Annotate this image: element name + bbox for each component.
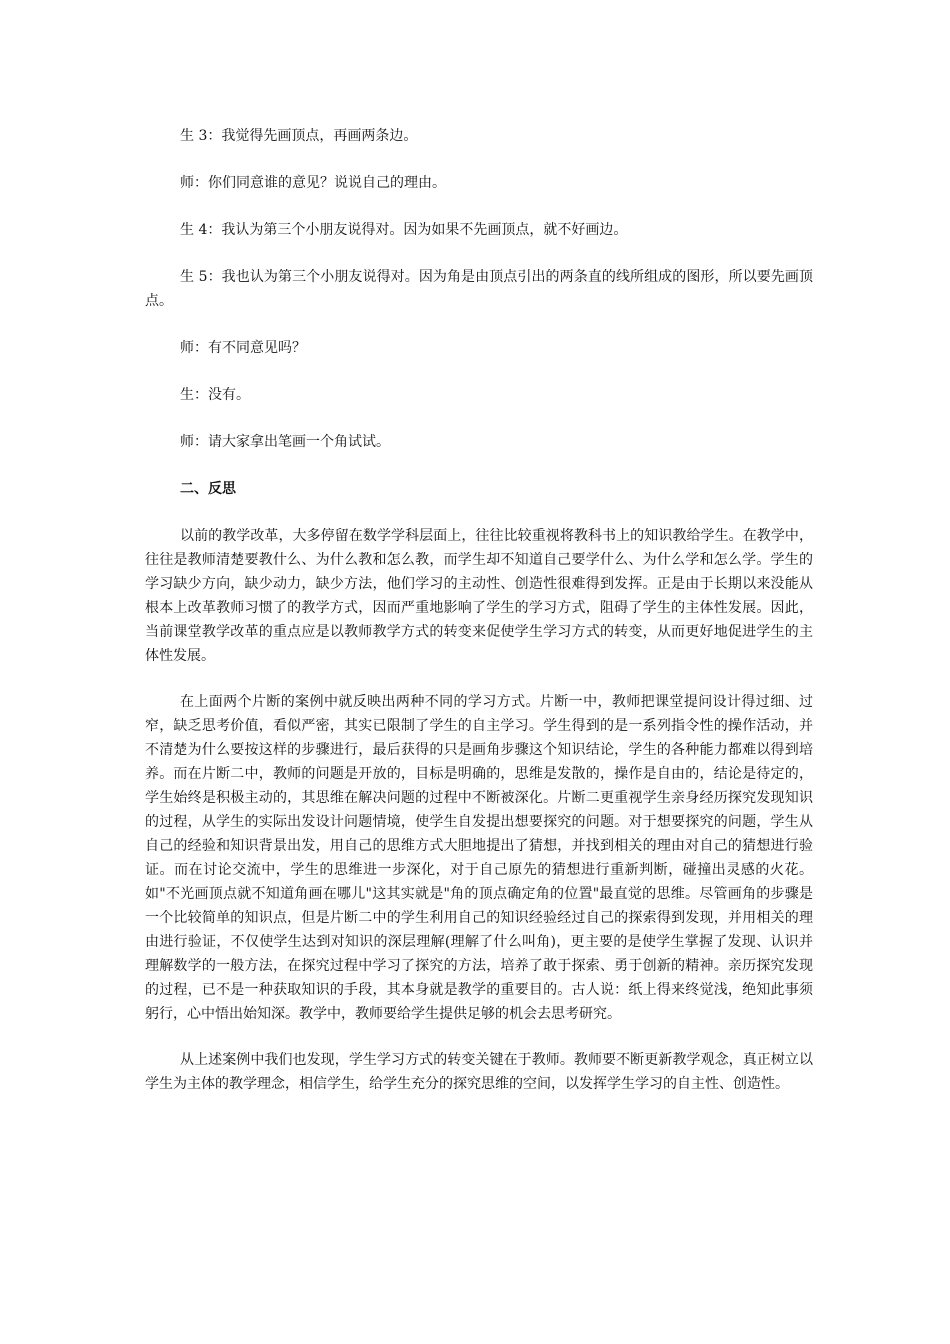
dialogue-line: 生 3：我觉得先画顶点，再画两条边。 (180, 128, 418, 144)
body-paragraph: 从上述案例中我们也发现，学生学习方式的转变关键在于教师。教师要不断更新教学观念，真正树立以学生为主体的教学理念，相信学生，给学生充分的探究思维的空间，以发挥学生学习的自主性、创造性。 (145, 1052, 813, 1092)
body-paragraph: 以前的教学改革，大多停留在数学学科层面上，往往比较重视将教科书上的知识教给学生。在教学中，往往是教师清楚要教什么、为什么教和怎么教，而学生却不知道自己要学什么、为什么学和怎么学。学生的学习缺少方向，缺少动力，缺少方法，他们学习的主动性、创造性很难得到发挥。正是由于长期以来没能从根本上改革教师习惯了的教学方式，因而严重地影响了学生的学习方式，阻碍了学生的主体性发展。因此，当前课堂教学改革的重点应是以教师教学方式的转变来促使学生学习方式的转变，从而更好地促进学生的主体性发展。 (145, 528, 813, 664)
dialogue-line: 师：你们同意谁的意见？说说自己的理由。 (180, 175, 446, 191)
dialogue-line: 师：有不同意见吗？ (180, 340, 306, 356)
dialogue-line: 生：没有。 (180, 387, 250, 403)
dialogue-line: 生 4：我认为第三个小朋友说得对。因为如果不先画顶点，就不好画边。 (180, 222, 628, 238)
body-paragraph: 在上面两个片断的案例中就反映出两种不同的学习方式。片断一中，教师把课堂提问设计得过细、过窄，缺乏思考价值，看似严密，其实已限制了学生的自主学习。学生得到的是一系列指令性的操作活动，并不清楚为什么要按这样的步骤进行，最后获得的只是画角步骤这个知识结论，学生的各种能力都难以得到培养。而在片断二中，教师的问题是开放的，目标是明确的，思维是发散的，操作是自由的，结论是待定的，学生始终是积极主动的，其思维在解决问题的过程中不断被深化。片断二更重视学生亲身经历探究发现知识的过程，从学生的实际出发设计问题情境，使学生自发提出想要探究的问题。对于想要探究的问题，学生从自己的经验和知识背景出发，用自己的思维方式大胆地提出了猜想，并找到相关的理由对自己的猜想进行验证。而在讨论交流中，学生的思维进一步深化，对于自己原先的猜想进行重新判断，碰撞出灵感的火花。如"不光画顶点就不知道角画在哪儿"这其实就是"角的顶点确定角的位置"最直觉的思维。尽管画角的步骤是一个比较简单的知识点，但是片断二中的学生利用自己的知识经验经过自己的探索得到发现，并用相关的理由进行验证，不仅使学生达到对知识的深层理解(理解了什么叫角)，更主要的是使学生掌握了发现、认识并理解数学的一般方法，在探究过程中学习了探究的方法，培养了敢于探索、勇于创新的精神。亲历探究发现的过程，已不是一种获取知识的手段，其本身就是教学的重要目的。古人说：纸上得来终觉浅，绝知此事须躬行，心中悟出始知深。教学中，教师要给学生提供足够的机会去思考研究。 (145, 694, 813, 1022)
document-page (145, 124, 813, 1118)
section-heading: 二、反思 (180, 481, 236, 497)
dialogue-line: 师：请大家拿出笔画一个角试试。 (180, 434, 390, 450)
dialogue-line: 生 5：我也认为第三个小朋友说得对。因为角是由顶点引出的两条直的线所组成的图形，所以要先画顶点。 (145, 269, 813, 309)
